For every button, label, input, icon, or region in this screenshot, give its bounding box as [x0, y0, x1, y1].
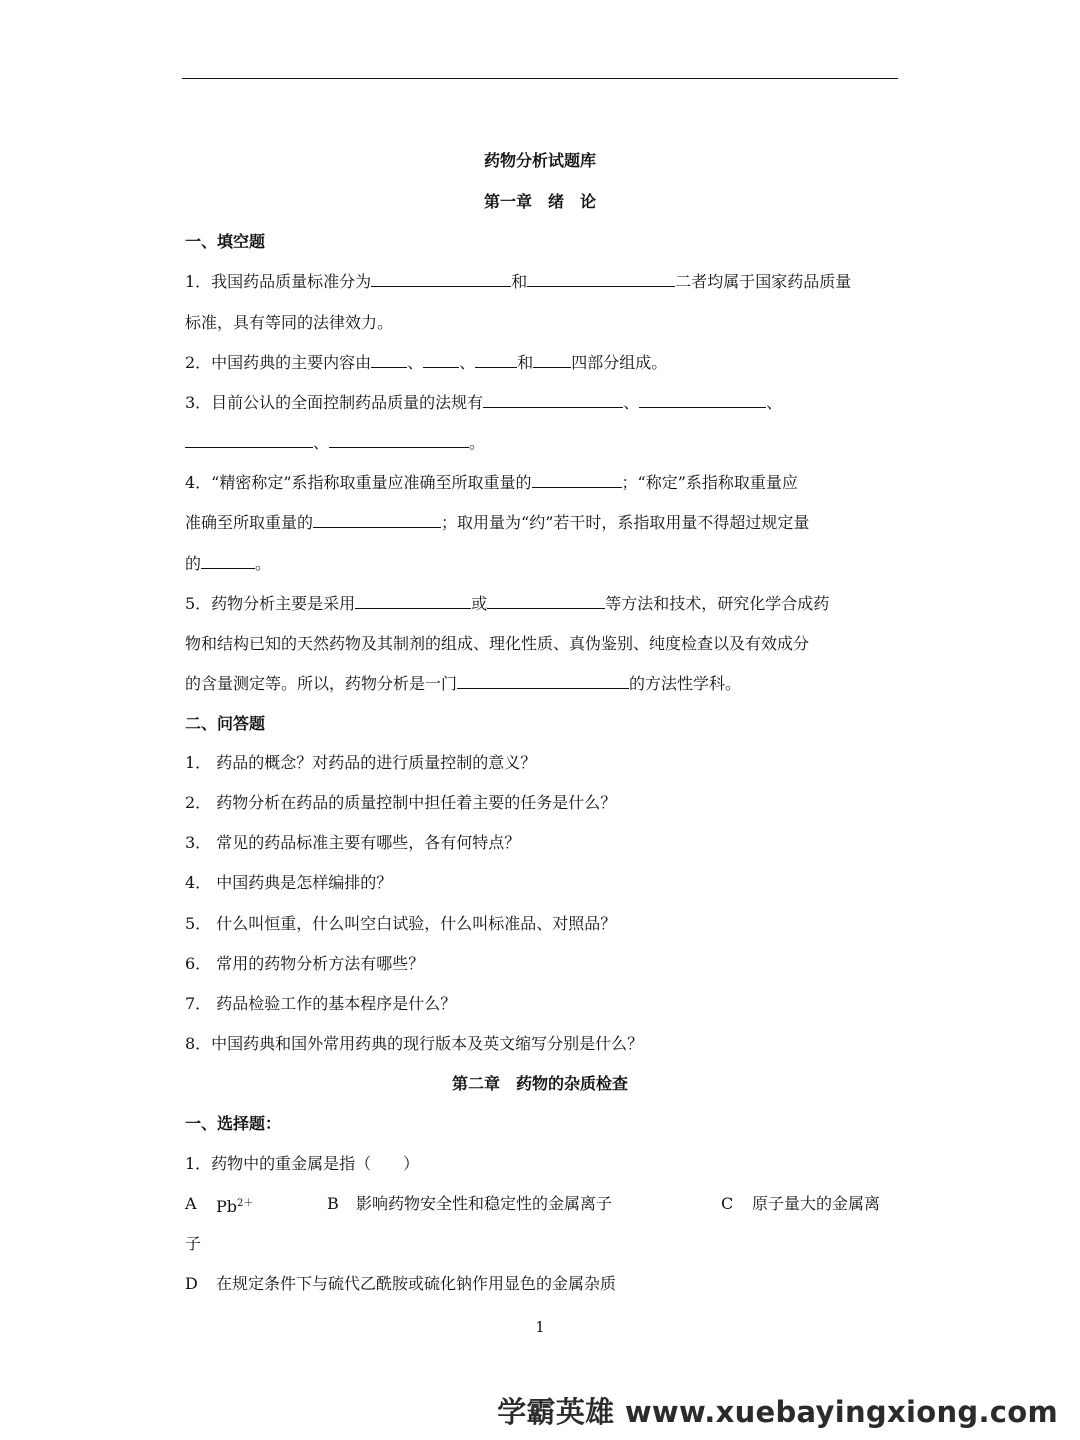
option-d-text: 在规定条件下与硫代乙酰胺或硫化钠作用显色的金属杂质: [216, 1274, 617, 1293]
section-fill-in-blank-heading: 一、填空题: [185, 232, 266, 251]
answer-blank[interactable]: [487, 593, 605, 609]
answer-blank[interactable]: [371, 352, 407, 368]
question-2: 2．中国药典的主要内容由 、 、 和 四部分组成。: [185, 353, 668, 372]
answer-blank[interactable]: [185, 432, 313, 448]
choice-question-1: 1．药物中的重金属是指（ ）: [185, 1154, 420, 1173]
question-4-line-2: 准确至所取重量的 ；取用量为“约”若干时，系指取用量不得超过规定量: [185, 513, 810, 532]
answer-blank[interactable]: [639, 392, 766, 408]
short-answer-question: 3． 常见的药品标准主要有哪些，各有何特点？: [185, 833, 521, 852]
answer-blank[interactable]: [483, 392, 623, 408]
option-a-label: A: [185, 1194, 197, 1213]
answer-blank[interactable]: [475, 352, 517, 368]
option-c-text: 原子量大的金属离: [752, 1194, 881, 1213]
question-3-line-2: 、 。: [185, 432, 485, 454]
document-title: 药物分析试题库: [483, 151, 596, 170]
short-answer-question: 2． 药物分析在药品的质量控制中担任着主要的任务是什么？: [185, 793, 617, 812]
short-answer-question: 8．中国药典和国外常用药典的现行版本及英文缩写分别是什么？: [185, 1034, 644, 1053]
option-b-text: 影响药物安全性和稳定性的金属离子: [356, 1194, 613, 1213]
answer-blank[interactable]: [355, 593, 471, 609]
option-c-text-continued: 子: [185, 1234, 202, 1253]
question-3-line-1: 3．目前公认的全面控制药品质量的法规有 、 、: [185, 393, 783, 412]
short-answer-question: 1． 药品的概念？对药品的进行质量控制的意义？: [185, 753, 537, 772]
watermark: 学霸英雄 www.xuebayingxiong.com: [497, 1395, 1058, 1429]
answer-blank[interactable]: [313, 512, 441, 528]
answer-blank[interactable]: [423, 352, 459, 368]
option-b-label: B: [327, 1194, 339, 1213]
question-4-line-3: 的 。: [185, 554, 272, 573]
question-5-line-2: 物和结构已知的天然药物及其制剂的组成、理化性质、真伪鉴别、纯度检查以及有效成分: [185, 634, 810, 653]
chapter-1-heading: 第一章 绪 论: [483, 192, 596, 211]
answer-blank[interactable]: [201, 553, 255, 569]
page-number: 1: [535, 1318, 545, 1336]
answer-blank[interactable]: [532, 472, 622, 488]
option-d-label: D: [185, 1274, 198, 1293]
question-1-line-2: 标准，具有等同的法律效力。: [185, 313, 394, 332]
answer-blank[interactable]: [371, 271, 511, 287]
short-answer-question: 5． 什么叫恒重，什么叫空白试验，什么叫标准品、对照品？: [185, 914, 617, 933]
option-c-label: C: [721, 1194, 734, 1213]
question-5-line-1: 5．药物分析主要是采用 或 等方法和技术，研究化学合成药: [185, 594, 830, 613]
chapter-2-heading: 第二章 药物的杂质检查: [451, 1074, 628, 1093]
short-answer-question: 7． 药品检验工作的基本程序是什么？: [185, 994, 457, 1013]
short-answer-question: 4． 中国药典是怎样编排的？: [185, 873, 393, 892]
question-1-line-1: 1．我国药品质量标准分为 和 二者均属于国家药品质量: [185, 272, 852, 291]
question-5-line-3: 的含量测定等。所以，药物分析是一门 的方法性学科。: [185, 674, 742, 693]
answer-blank[interactable]: [329, 432, 469, 448]
option-a-text: $Pb^{2+}$: [216, 1197, 254, 1216]
section-multiple-choice-heading: 一、选择题：: [185, 1114, 282, 1133]
answer-blank[interactable]: [527, 271, 675, 287]
short-answer-question: 6． 常用的药物分析方法有哪些？: [185, 954, 425, 973]
answer-blank[interactable]: [533, 352, 571, 368]
question-4-line-1: 4．“精密称定”系指称取重量应准确至所取重量的 ；“称定”系指称取重量应: [185, 473, 798, 492]
section-short-answer-heading: 二、问答题: [185, 714, 266, 733]
header-rule: [182, 78, 898, 79]
answer-blank[interactable]: [457, 673, 629, 689]
